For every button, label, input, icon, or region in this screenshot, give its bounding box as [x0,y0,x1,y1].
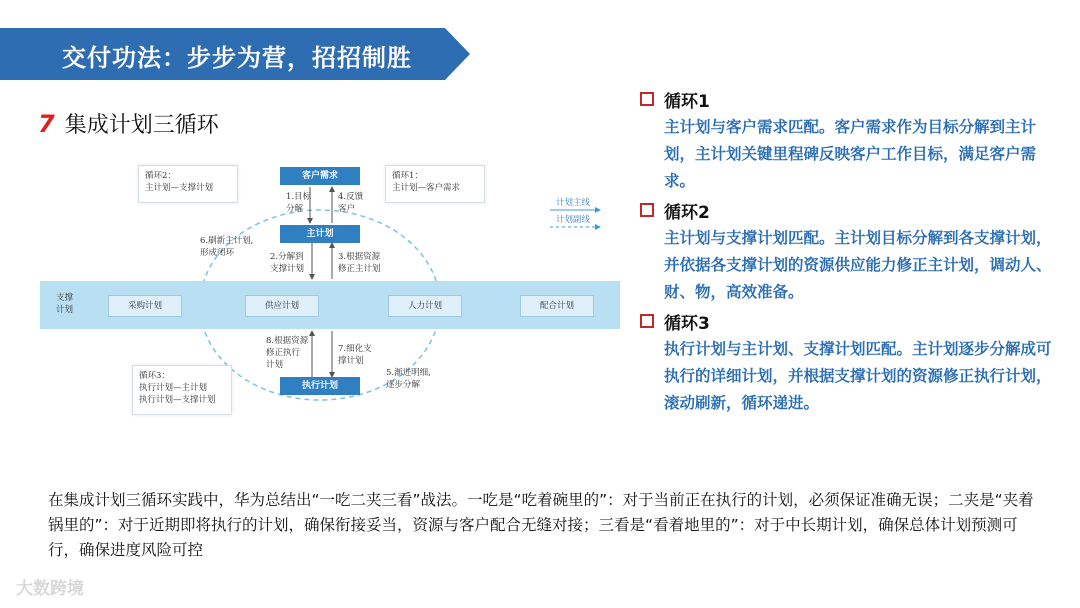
loop-title [640,90,1060,114]
step6-label: 6.刷新主计划, 形成闭环 [200,236,254,258]
loop3-callout [132,365,232,415]
step1-label: 1.目标 分解 [286,192,312,214]
step7-label: 7.细化支 撑计划 [338,344,372,366]
hr-plan-cell: 人力计划 [388,295,462,317]
watermark-text: 大数跨境 [16,579,84,599]
watermark [12,574,84,599]
loop2-callout [138,165,238,203]
section-number: 7 [38,110,55,138]
loop3-callout-text: 循环3： 执行计划—主计划 执行计划—支撑计划 [139,371,216,405]
step3-label: 3.根据资源 修正主计划 [338,252,381,274]
step5-label: 5.渐进明细, 逐步分解 [386,368,431,390]
loop-description-list [640,90,1060,423]
loop3-desc: 执行计划与主计划、支撑计划匹配。主计划逐步分解成可执行的详细计划，并根据支撑计划的资源修正执行计划，滚动刷新，循环递进。 [664,340,1052,412]
summary-paragraph: 在集成计划三循环实践中，华为总结出“一吃二夹三看”战法。一吃是“吃着碗里的”：对于当前正在执行的计划，必须保证准确无误；二夹是“夹着锅里的”：对于近期即将执行的计划，确保衔接妥当，资源与客户配合无缝对接；三看是“看着地里的”：对于中长期计划，确保总体计划预测可行，确保进度风险可控 [48,491,1034,559]
supply-plan-cell: 供应计划 [245,295,319,317]
square-bullet-icon [640,314,654,328]
square-bullet-icon [640,203,654,217]
legend-sub-line: 计划副线 [556,215,591,225]
loop-item [640,201,1060,306]
loop2-title-text: 循环2 [664,203,710,223]
coordination-plan-cell: 配合计划 [520,295,594,317]
square-bullet-icon [640,92,654,106]
loop-item [640,90,1060,195]
master-plan-node: 主计划 [280,225,360,243]
support-plan-label: 支撑 计划 [56,293,74,315]
execution-plan-node: 执行计划 [280,377,360,395]
legend-main-line: 计划主线 [556,198,591,208]
loop2-desc: 主计划与支撑计划匹配。主计划目标分解到各支撑计划，并依据各支撑计划的资源供应能力修正主计划，调动人、财、物，高效准备。 [664,229,1052,301]
loop2-callout-text: 循环2： 主计划—支撑计划 [145,171,214,193]
loop1-title-text: 循环1 [664,92,710,112]
step8-label: 8.根据资源 修正执行 计划 [266,336,309,370]
procurement-plan-cell: 采购计划 [108,295,182,317]
title-banner [0,28,470,80]
step4-label: 4.反馈 客户 [338,192,364,214]
loop-title [640,201,1060,225]
loop-title [640,312,1060,336]
integrated-plan-diagram [40,155,630,420]
step2-label: 2.分解到 支撑计划 [270,252,305,274]
loop1-desc: 主计划与客户需求匹配。客户需求作为目标分解到主计划，主计划关键里程碑反映客户工作目标，满足客户需求。 [664,118,1037,190]
customer-demand-node: 客户需求 [280,167,360,185]
loop1-callout [385,165,485,203]
section-heading [38,108,219,139]
section-title: 集成计划三循环 [64,113,219,138]
loop1-callout-text: 循环1： 主计划—客户需求 [392,171,461,193]
banner-title: 交付功法：步步为营，招招制胜 [62,44,412,72]
loop3-title-text: 循环3 [664,314,710,334]
loop-item [640,312,1060,417]
